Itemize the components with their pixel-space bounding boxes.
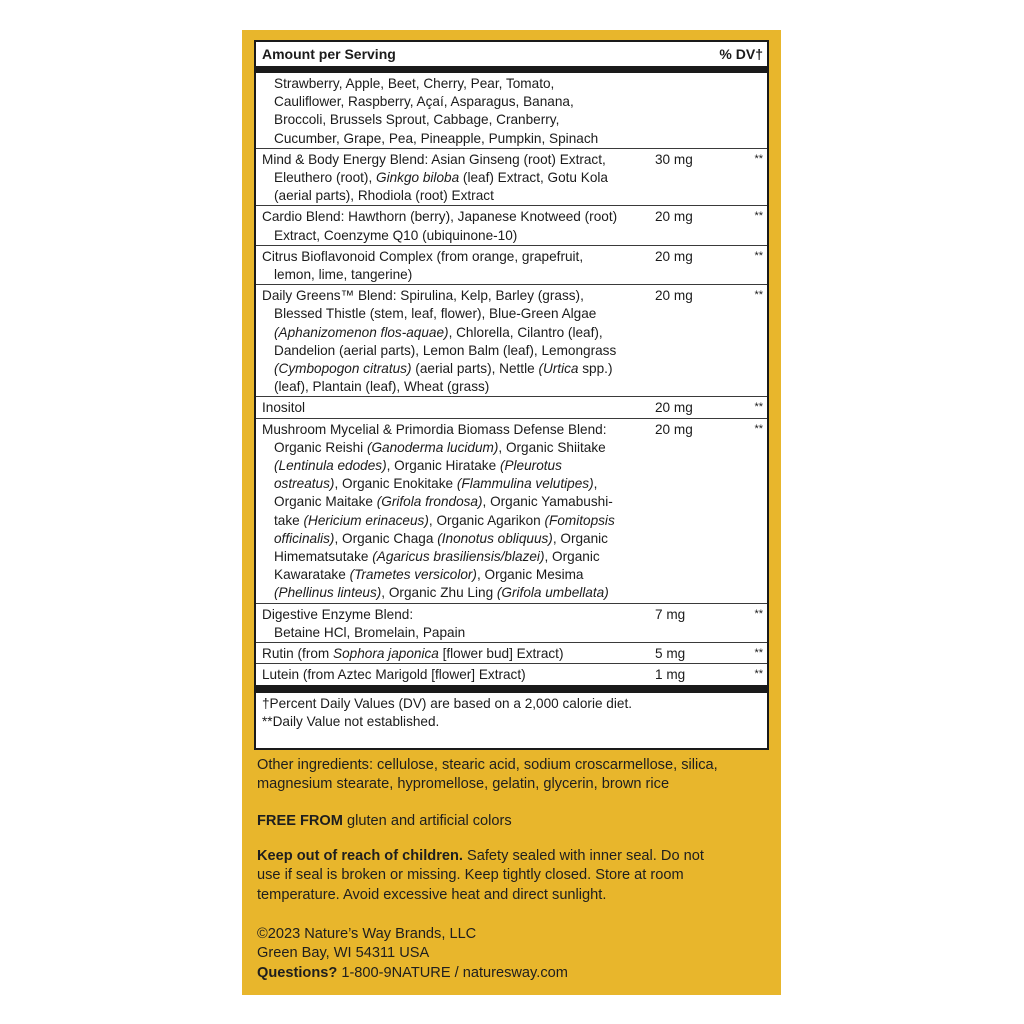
- ingredient-line: Lutein (from Aztec Marigold [flower] Extract): [262, 667, 526, 683]
- ingredient-name: [262, 645, 640, 663]
- ingredient-amount: 20 mg: [655, 421, 693, 437]
- warning-text: Keep out of reach of children. Safety sealed with inner seal. Do not use if seal is broken or missing. Keep tightly closed. Store at room temperature. Avoid excessive heat and direct sunlight.: [257, 848, 704, 903]
- ingredient-line: (Phellinus linteus), Organic Zhu Ling (Grifola umbellata): [274, 585, 609, 601]
- ingredient-dv: **: [754, 422, 763, 435]
- ingredient-line: (aerial parts), Rhodiola (root) Extract: [274, 188, 494, 204]
- other-ingredients: Other ingredients: cellulose, stearic acid, sodium croscarmellose, silica, magnesium stearate, hypromellose, gelatin, glycerin, brown rice: [257, 757, 718, 793]
- ingredient-line: take (Hericium erinaceus), Organic Agarikon (Fomitopsis: [274, 512, 615, 528]
- ingredient-line: (Lentinula edodes), Organic Hiratake (Pleurotus: [274, 458, 562, 474]
- ingredient-amount: 5 mg: [655, 646, 686, 662]
- ingredient-dv: **: [754, 152, 763, 165]
- ingredient-amount: 20 mg: [655, 248, 693, 264]
- ingredient-row: [256, 419, 767, 604]
- ingredient-line: Inositol: [262, 400, 306, 416]
- ingredient-name: [262, 248, 640, 284]
- ingredient-line: Cardio Blend: Hawthorn (berry), Japanese Knotweed (root): [262, 209, 618, 225]
- ingredient-name: [262, 421, 640, 603]
- ingredient-line: Rutin (from Sophora japonica [flower bud] Extract): [262, 646, 564, 662]
- ingredient-line: Himematsutake (Agaricus brasiliensis/blazei), Organic: [274, 549, 600, 565]
- ingredient-row: [256, 285, 767, 397]
- ingredient-line: Mushroom Mycelial & Primordia Biomass Defense Blend:: [262, 421, 607, 437]
- ingredient-name: [262, 151, 640, 206]
- free-from-text: gluten and artificial colors: [342, 813, 512, 829]
- ingredient-dv: **: [754, 668, 763, 681]
- ingredient-row: [256, 246, 767, 285]
- ingredient-amount: 20 mg: [655, 209, 693, 225]
- ingredient-row: [256, 664, 767, 684]
- ingredient-line: Dandelion (aerial parts), Lemon Balm (leaf), Lemongrass: [274, 342, 617, 358]
- ingredient-row: [256, 643, 767, 664]
- ingredient-dv: **: [754, 289, 763, 302]
- percent-dv-heading: % DV†: [719, 46, 763, 62]
- ingredient-dv: **: [754, 401, 763, 414]
- ingredient-line: Citrus Bioflavonoid Complex (from orange, grapefruit,: [262, 248, 584, 264]
- ingredient-line: (Cymbopogon citratus) (aerial parts), Nettle (Urtica spp.): [274, 361, 613, 377]
- ingredient-dv: **: [754, 210, 763, 223]
- ingredient-name: [262, 606, 640, 642]
- ingredient-line: (Aphanizomenon flos-aquae), Chlorella, Cilantro (leaf),: [274, 324, 603, 340]
- footnote-dv: †Percent Daily Values (DV) are based on a 2,000 calorie diet.: [262, 695, 633, 711]
- ingredient-line: Organic Maitake (Grifola frondosa), Organic Yamabushi-: [274, 494, 613, 510]
- warning-label: Keep out of reach of children.: [257, 848, 463, 864]
- ingredient-name: [262, 287, 640, 396]
- ingredient-dv: **: [754, 607, 763, 620]
- ingredient-line: Cucumber, Grape, Pea, Pineapple, Pumpkin, Spinach: [274, 130, 599, 146]
- ingredient-amount: 30 mg: [655, 151, 693, 167]
- ingredient-line: ostreatus), Organic Enokitake (Flammulina velutipes),: [274, 476, 598, 492]
- ingredient-line: officinalis), Organic Chaga (Inonotus obliquus), Organic: [274, 530, 608, 546]
- ingredient-rows: [256, 73, 767, 685]
- footnotes: [256, 693, 767, 732]
- ingredient-line: Eleuthero (root), Ginkgo biloba (leaf) Extract, Gotu Kola: [274, 170, 608, 186]
- copyright: ©2023 Nature’s Way Brands, LLC: [257, 926, 477, 942]
- ingredient-row: [256, 604, 767, 643]
- ingredient-line: Extract, Coenzyme Q10 (ubiquinone-10): [274, 227, 518, 243]
- ingredient-row: [256, 149, 767, 207]
- ingredient-line: Broccoli, Brussels Sprout, Cabbage, Cranberry,: [274, 112, 560, 128]
- ingredient-amount: 20 mg: [655, 288, 693, 304]
- ingredient-row: [256, 73, 767, 149]
- ingredient-name: [262, 666, 640, 684]
- ingredient-amount: 20 mg: [655, 400, 693, 416]
- ingredient-dv: **: [754, 249, 763, 262]
- ingredient-line: Blessed Thistle (stem, leaf, flower), Blue-Green Algae: [274, 306, 597, 322]
- free-from: [257, 812, 767, 831]
- ingredient-row: [256, 206, 767, 245]
- free-from-label: FREE FROM: [257, 813, 343, 829]
- amount-per-serving-heading: Amount per Serving: [262, 46, 396, 62]
- ingredient-name: [262, 208, 640, 244]
- ingredient-amount: 7 mg: [655, 606, 686, 622]
- company-info: [257, 925, 767, 983]
- ingredient-line: Strawberry, Apple, Beet, Cherry, Pear, Tomato,: [274, 76, 555, 91]
- ingredient-line: (leaf), Plantain (leaf), Wheat (grass): [274, 379, 490, 395]
- questions-label: Questions?: [257, 964, 338, 981]
- footnote-not-established: **Daily Value not established.: [262, 713, 440, 729]
- ingredient-line: lemon, lime, tangerine): [274, 267, 413, 283]
- ingredient-line: Betaine HCl, Bromelain, Papain: [274, 624, 466, 640]
- table-bottom-rule: [256, 685, 767, 693]
- ingredient-line: Organic Reishi (Ganoderma lucidum), Organic Shiitake: [274, 439, 606, 455]
- ingredient-amount: 1 mg: [655, 667, 686, 683]
- ingredient-line: Cauliflower, Raspberry, Açaí, Asparagus, Banana,: [274, 94, 574, 110]
- ingredient-row: [256, 397, 767, 418]
- facts-header: [256, 42, 767, 73]
- ingredient-name: [262, 75, 640, 148]
- ingredient-line: Daily Greens™ Blend: Spirulina, Kelp, Barley (grass),: [262, 288, 584, 304]
- contact-info: 1-800-9NATURE / naturesway.com: [337, 964, 568, 981]
- ingredient-dv: **: [754, 647, 763, 660]
- ingredient-line: Mind & Body Energy Blend: Asian Ginseng (root) Extract,: [262, 151, 606, 167]
- supplement-facts-table: [254, 40, 769, 750]
- address: Green Bay, WI 54311 USA: [257, 945, 430, 962]
- ingredient-name: [262, 399, 640, 417]
- ingredient-line: Kawaratake (Trametes versicolor), Organic Mesima: [274, 567, 584, 583]
- ingredient-line: Digestive Enzyme Blend:: [262, 606, 414, 622]
